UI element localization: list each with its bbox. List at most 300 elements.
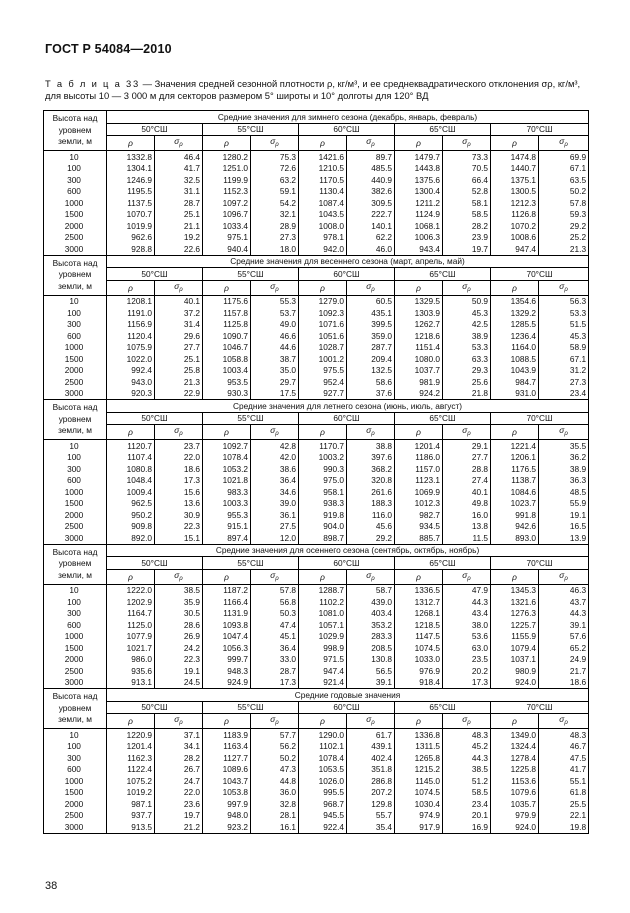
value-cell: 24.7 bbox=[155, 775, 203, 787]
sigma-rho-symbol bbox=[539, 714, 589, 729]
value-cell: 1079.6 bbox=[491, 787, 539, 799]
value-cell: 1246.9 bbox=[107, 174, 155, 186]
sigma-rho-symbol bbox=[539, 569, 589, 584]
latitude-header: 70°СШ bbox=[491, 412, 589, 425]
value-cell: 45.6 bbox=[347, 521, 395, 533]
latitude-header: 70°СШ bbox=[491, 701, 589, 714]
value-cell: 21.3 bbox=[155, 376, 203, 388]
value-cell: 20.2 bbox=[443, 665, 491, 677]
value-cell: 188.3 bbox=[347, 498, 395, 510]
sigma-symbol: σ bbox=[270, 714, 276, 724]
table-row bbox=[44, 654, 589, 666]
value-cell: 38.7 bbox=[251, 353, 299, 365]
table-row bbox=[44, 631, 589, 643]
sigma-symbol: σ bbox=[462, 714, 468, 724]
value-cell: 15.6 bbox=[155, 486, 203, 498]
value-cell: 1035.7 bbox=[491, 798, 539, 810]
sigma-rho-symbol bbox=[251, 714, 299, 729]
value-cell: 1170.5 bbox=[299, 174, 347, 186]
table-row bbox=[44, 174, 589, 186]
value-cell: 948.3 bbox=[203, 665, 251, 677]
value-cell: 58.5 bbox=[443, 209, 491, 221]
value-cell: 950.2 bbox=[107, 509, 155, 521]
table-row bbox=[44, 596, 589, 608]
sigma-symbol: σ bbox=[174, 280, 180, 291]
value-cell: 1102.2 bbox=[299, 596, 347, 608]
table-row bbox=[44, 243, 589, 255]
table-caption-text: — Значения средней сезонной плотности ρ, кг/м³, и ее среднеквадратического отклонения σρ, кг/м³, для высоты 10 — 3 000 м для секторов размером 5° широты и 10° долготы для 120° ВД bbox=[45, 78, 581, 101]
table-row bbox=[44, 353, 589, 365]
value-cell: 1191.0 bbox=[107, 307, 155, 319]
value-cell: 44.3 bbox=[443, 596, 491, 608]
rho-symbol: ρ bbox=[491, 714, 539, 729]
rho-symbol: ρ bbox=[299, 714, 347, 729]
value-cell: 25.5 bbox=[539, 798, 589, 810]
table-row bbox=[44, 729, 589, 741]
sigma-symbol: σ bbox=[270, 136, 276, 146]
symbol-header-row bbox=[44, 280, 589, 295]
value-cell: 1003.3 bbox=[203, 498, 251, 510]
value-cell: 36.4 bbox=[251, 642, 299, 654]
height-cell: 1000 bbox=[44, 486, 107, 498]
sigma-rho-symbol bbox=[443, 425, 491, 440]
value-cell: 18.6 bbox=[155, 463, 203, 475]
latitude-header: 55°СШ bbox=[203, 268, 299, 281]
value-cell: 36.4 bbox=[251, 475, 299, 487]
value-cell: 19.7 bbox=[155, 810, 203, 822]
height-column-header: Высота над уровнем земли, м bbox=[44, 689, 107, 729]
value-cell: 1008.6 bbox=[491, 232, 539, 244]
height-cell: 100 bbox=[44, 741, 107, 753]
value-cell: 1218.5 bbox=[395, 619, 443, 631]
value-cell: 1003.4 bbox=[203, 365, 251, 377]
value-cell: 1087.4 bbox=[299, 197, 347, 209]
latitude-header: 60°СШ bbox=[299, 701, 395, 714]
value-cell: 55.1 bbox=[539, 775, 589, 787]
value-cell: 968.7 bbox=[299, 798, 347, 810]
value-cell: 40.1 bbox=[155, 295, 203, 307]
height-column-header: Высота над уровнем земли, м bbox=[44, 400, 107, 440]
value-cell: 958.1 bbox=[299, 486, 347, 498]
sigma-rho-symbol bbox=[155, 425, 203, 440]
value-cell: 915.1 bbox=[203, 521, 251, 533]
table-row bbox=[44, 532, 589, 544]
value-cell: 32.5 bbox=[155, 174, 203, 186]
density-table bbox=[43, 110, 589, 834]
value-cell: 140.1 bbox=[347, 220, 395, 232]
value-cell: 17.3 bbox=[251, 677, 299, 689]
value-cell: 1009.4 bbox=[107, 486, 155, 498]
table-row bbox=[44, 509, 589, 521]
height-cell: 2000 bbox=[44, 798, 107, 810]
value-cell: 1097.2 bbox=[203, 197, 251, 209]
value-cell: 59.1 bbox=[251, 186, 299, 198]
value-cell: 35.5 bbox=[539, 440, 589, 452]
value-cell: 945.5 bbox=[299, 810, 347, 822]
value-cell: 930.3 bbox=[203, 388, 251, 400]
value-cell: 1332.8 bbox=[107, 151, 155, 163]
value-cell: 1053.5 bbox=[299, 764, 347, 776]
value-cell: 1026.0 bbox=[299, 775, 347, 787]
table-row bbox=[44, 452, 589, 464]
sigma-subscript: ρ bbox=[467, 575, 471, 582]
value-cell: 309.5 bbox=[347, 197, 395, 209]
value-cell: 1474.8 bbox=[491, 151, 539, 163]
value-cell: 29.2 bbox=[539, 220, 589, 232]
value-cell: 34.1 bbox=[155, 741, 203, 753]
value-cell: 36.0 bbox=[251, 787, 299, 799]
value-cell: 1033.4 bbox=[203, 220, 251, 232]
sigma-symbol: σ bbox=[462, 569, 468, 580]
latitude-header: 60°СШ bbox=[299, 268, 395, 281]
value-cell: 1300.5 bbox=[491, 186, 539, 198]
value-cell: 943.0 bbox=[107, 376, 155, 388]
value-cell: 63.5 bbox=[539, 174, 589, 186]
value-cell: 55.9 bbox=[539, 498, 589, 510]
value-cell: 947.4 bbox=[299, 665, 347, 677]
value-cell: 55.7 bbox=[347, 810, 395, 822]
value-cell: 38.0 bbox=[443, 619, 491, 631]
value-cell: 22.3 bbox=[155, 654, 203, 666]
value-cell: 57.6 bbox=[539, 631, 589, 643]
value-cell: 1074.5 bbox=[395, 787, 443, 799]
value-cell: 892.0 bbox=[107, 532, 155, 544]
value-cell: 56.5 bbox=[347, 665, 395, 677]
value-cell: 46.4 bbox=[155, 151, 203, 163]
sigma-subscript: ρ bbox=[275, 431, 279, 437]
value-cell: 1075.9 bbox=[107, 342, 155, 354]
symbol-header-row bbox=[44, 569, 589, 584]
value-cell: 261.6 bbox=[347, 486, 395, 498]
value-cell: 995.5 bbox=[299, 787, 347, 799]
value-cell: 47.9 bbox=[443, 584, 491, 596]
value-cell: 942.0 bbox=[299, 243, 347, 255]
value-cell: 28.6 bbox=[155, 619, 203, 631]
value-cell: 35.0 bbox=[251, 365, 299, 377]
section-title: Средние значения для весеннего сезона (март, апрель, май) bbox=[107, 255, 589, 268]
table-row bbox=[44, 220, 589, 232]
value-cell: 54.2 bbox=[251, 197, 299, 209]
rho-symbol: ρ bbox=[299, 425, 347, 440]
value-cell: 17.3 bbox=[443, 677, 491, 689]
value-cell: 1033.0 bbox=[395, 654, 443, 666]
value-cell: 57.7 bbox=[251, 729, 299, 741]
latitude-header: 50°СШ bbox=[107, 412, 203, 425]
value-cell: 59.3 bbox=[539, 209, 589, 221]
value-cell: 1279.0 bbox=[299, 295, 347, 307]
sigma-subscript: ρ bbox=[179, 286, 183, 293]
value-cell: 66.4 bbox=[443, 174, 491, 186]
value-cell: 440.9 bbox=[347, 174, 395, 186]
value-cell: 44.3 bbox=[539, 608, 589, 620]
value-cell: 1176.5 bbox=[491, 463, 539, 475]
value-cell: 50.3 bbox=[251, 608, 299, 620]
value-cell: 1023.7 bbox=[491, 498, 539, 510]
value-cell: 1078.4 bbox=[203, 452, 251, 464]
value-cell: 1021.7 bbox=[107, 642, 155, 654]
value-cell: 38.8 bbox=[347, 440, 395, 452]
value-cell: 73.3 bbox=[443, 151, 491, 163]
value-cell: 21.2 bbox=[155, 821, 203, 833]
value-cell: 1053.8 bbox=[203, 787, 251, 799]
value-cell: 12.0 bbox=[251, 532, 299, 544]
sigma-rho-symbol bbox=[443, 136, 491, 151]
value-cell: 1220.9 bbox=[107, 729, 155, 741]
value-cell: 53.7 bbox=[251, 307, 299, 319]
latitude-header: 50°СШ bbox=[107, 701, 203, 714]
value-cell: 38.6 bbox=[251, 463, 299, 475]
value-cell: 898.7 bbox=[299, 532, 347, 544]
value-cell: 58.6 bbox=[347, 376, 395, 388]
value-cell: 31.1 bbox=[155, 186, 203, 198]
value-cell: 28.2 bbox=[155, 752, 203, 764]
value-cell: 58.5 bbox=[443, 787, 491, 799]
value-cell: 1043.5 bbox=[299, 209, 347, 221]
value-cell: 207.2 bbox=[347, 787, 395, 799]
value-cell: 44.6 bbox=[251, 342, 299, 354]
value-cell: 1047.4 bbox=[203, 631, 251, 643]
value-cell: 1262.7 bbox=[395, 319, 443, 331]
value-cell: 45.1 bbox=[251, 631, 299, 643]
value-cell: 1336.5 bbox=[395, 584, 443, 596]
section-title: Средние значения для летнего сезона (июнь, июль, август) bbox=[107, 400, 589, 413]
sigma-rho-symbol bbox=[155, 136, 203, 151]
height-cell: 10 bbox=[44, 584, 107, 596]
value-cell: 53.3 bbox=[443, 342, 491, 354]
section-title: Средние значения для зимнего сезона (декабрь, январь, февраль) bbox=[107, 111, 589, 124]
value-cell: 41.7 bbox=[155, 163, 203, 175]
table-row bbox=[44, 365, 589, 377]
value-cell: 917.9 bbox=[395, 821, 443, 833]
value-cell: 1278.4 bbox=[491, 752, 539, 764]
value-cell: 57.8 bbox=[539, 197, 589, 209]
sigma-symbol: σ bbox=[462, 280, 468, 291]
rho-symbol: ρ bbox=[203, 714, 251, 729]
rho-symbol: ρ bbox=[395, 425, 443, 440]
value-cell: 1070.2 bbox=[491, 220, 539, 232]
value-cell: 948.0 bbox=[203, 810, 251, 822]
value-cell: 22.0 bbox=[155, 452, 203, 464]
value-cell: 1127.7 bbox=[203, 752, 251, 764]
value-cell: 22.6 bbox=[155, 243, 203, 255]
latitude-header: 50°СШ bbox=[107, 268, 203, 281]
value-cell: 1001.2 bbox=[299, 353, 347, 365]
value-cell: 27.3 bbox=[251, 232, 299, 244]
value-cell: 26.9 bbox=[155, 631, 203, 643]
value-cell: 1022.0 bbox=[107, 353, 155, 365]
latitude-header: 50°СШ bbox=[107, 557, 203, 570]
value-cell: 35.9 bbox=[155, 596, 203, 608]
value-cell: 61.7 bbox=[347, 729, 395, 741]
value-cell: 359.0 bbox=[347, 330, 395, 342]
value-cell: 1208.1 bbox=[107, 295, 155, 307]
value-cell: 1202.9 bbox=[107, 596, 155, 608]
value-cell: 33.0 bbox=[251, 654, 299, 666]
latitude-header: 60°СШ bbox=[299, 123, 395, 136]
value-cell: 41.7 bbox=[539, 764, 589, 776]
value-cell: 1163.4 bbox=[203, 741, 251, 753]
value-cell: 1069.9 bbox=[395, 486, 443, 498]
height-cell: 10 bbox=[44, 295, 107, 307]
table-row bbox=[44, 787, 589, 799]
value-cell: 962.5 bbox=[107, 498, 155, 510]
value-cell: 1051.6 bbox=[299, 330, 347, 342]
value-cell: 129.8 bbox=[347, 798, 395, 810]
sigma-symbol: σ bbox=[366, 280, 372, 291]
value-cell: 35.4 bbox=[347, 821, 395, 833]
height-cell: 3000 bbox=[44, 532, 107, 544]
symbol-header-row bbox=[44, 425, 589, 440]
section-title: Средние годовые значения bbox=[107, 689, 589, 702]
value-cell: 1081.0 bbox=[299, 608, 347, 620]
sigma-rho-symbol bbox=[251, 569, 299, 584]
value-cell: 923.2 bbox=[203, 821, 251, 833]
value-cell: 955.3 bbox=[203, 509, 251, 521]
table-row bbox=[44, 498, 589, 510]
value-cell: 30.9 bbox=[155, 509, 203, 521]
value-cell: 49.0 bbox=[251, 319, 299, 331]
height-column-header: Высота над уровнем земли, м bbox=[44, 544, 107, 584]
value-cell: 913.1 bbox=[107, 677, 155, 689]
value-cell: 1006.3 bbox=[395, 232, 443, 244]
rho-symbol: ρ bbox=[395, 714, 443, 729]
value-cell: 34.6 bbox=[251, 486, 299, 498]
value-cell: 23.9 bbox=[443, 232, 491, 244]
value-cell: 1206.1 bbox=[491, 452, 539, 464]
value-cell: 49.8 bbox=[443, 498, 491, 510]
value-cell: 974.9 bbox=[395, 810, 443, 822]
value-cell: 38.9 bbox=[539, 463, 589, 475]
value-cell: 25.6 bbox=[443, 376, 491, 388]
value-cell: 25.1 bbox=[155, 353, 203, 365]
value-cell: 1285.5 bbox=[491, 319, 539, 331]
value-cell: 1088.5 bbox=[491, 353, 539, 365]
height-cell: 1500 bbox=[44, 642, 107, 654]
value-cell: 45.3 bbox=[443, 307, 491, 319]
value-cell: 979.9 bbox=[491, 810, 539, 822]
latitude-header: 65°СШ bbox=[395, 123, 491, 136]
value-cell: 1043.7 bbox=[203, 775, 251, 787]
height-cell: 1500 bbox=[44, 353, 107, 365]
sigma-rho-symbol bbox=[251, 136, 299, 151]
value-cell: 209.4 bbox=[347, 353, 395, 365]
value-cell: 1080.8 bbox=[107, 463, 155, 475]
value-cell: 21.1 bbox=[155, 220, 203, 232]
rho-symbol: ρ bbox=[203, 136, 251, 151]
table-row bbox=[44, 388, 589, 400]
sigma-subscript: ρ bbox=[467, 720, 471, 726]
value-cell: 53.3 bbox=[539, 307, 589, 319]
rho-symbol: ρ bbox=[107, 136, 155, 151]
height-cell: 1000 bbox=[44, 775, 107, 787]
table-row bbox=[44, 775, 589, 787]
value-cell: 403.4 bbox=[347, 608, 395, 620]
height-cell: 600 bbox=[44, 330, 107, 342]
value-cell: 22.1 bbox=[539, 810, 589, 822]
sigma-symbol: σ bbox=[559, 280, 565, 291]
value-cell: 36.2 bbox=[539, 452, 589, 464]
latitude-header: 65°СШ bbox=[395, 268, 491, 281]
value-cell: 1421.6 bbox=[299, 151, 347, 163]
value-cell: 29.7 bbox=[251, 376, 299, 388]
sigma-rho-symbol bbox=[251, 280, 299, 295]
value-cell: 1057.1 bbox=[299, 619, 347, 631]
value-cell: 22.9 bbox=[155, 388, 203, 400]
value-cell: 23.6 bbox=[155, 798, 203, 810]
sigma-subscript: ρ bbox=[467, 142, 471, 148]
value-cell: 1152.3 bbox=[203, 186, 251, 198]
sigma-subscript: ρ bbox=[564, 142, 568, 148]
sigma-subscript: ρ bbox=[275, 142, 279, 148]
value-cell: 1251.0 bbox=[203, 163, 251, 175]
value-cell: 980.9 bbox=[491, 665, 539, 677]
value-cell: 1092.7 bbox=[203, 440, 251, 452]
value-cell: 1075.2 bbox=[107, 775, 155, 787]
value-cell: 56.3 bbox=[539, 295, 589, 307]
sigma-symbol: σ bbox=[174, 136, 180, 146]
table-row bbox=[44, 821, 589, 833]
value-cell: 27.3 bbox=[539, 376, 589, 388]
latitude-header: 50°СШ bbox=[107, 123, 203, 136]
table-row bbox=[44, 752, 589, 764]
value-cell: 1123.1 bbox=[395, 475, 443, 487]
value-cell: 1236.4 bbox=[491, 330, 539, 342]
value-cell: 31.4 bbox=[155, 319, 203, 331]
value-cell: 13.6 bbox=[155, 498, 203, 510]
value-cell: 962.6 bbox=[107, 232, 155, 244]
value-cell: 24.9 bbox=[539, 654, 589, 666]
sigma-subscript: ρ bbox=[275, 286, 279, 293]
height-cell: 100 bbox=[44, 163, 107, 175]
value-cell: 25.1 bbox=[155, 209, 203, 221]
value-cell: 132.5 bbox=[347, 365, 395, 377]
value-cell: 58.1 bbox=[443, 197, 491, 209]
value-cell: 46.7 bbox=[539, 741, 589, 753]
value-cell: 1186.0 bbox=[395, 452, 443, 464]
value-cell: 58.9 bbox=[539, 342, 589, 354]
value-cell: 19.2 bbox=[155, 232, 203, 244]
value-cell: 1164.7 bbox=[107, 608, 155, 620]
value-cell: 39.0 bbox=[251, 498, 299, 510]
value-cell: 934.5 bbox=[395, 521, 443, 533]
value-cell: 1102.1 bbox=[299, 741, 347, 753]
value-cell: 1089.6 bbox=[203, 764, 251, 776]
rho-symbol: ρ bbox=[299, 136, 347, 151]
value-cell: 39.1 bbox=[539, 619, 589, 631]
value-cell: 1048.4 bbox=[107, 475, 155, 487]
table-row bbox=[44, 608, 589, 620]
sigma-symbol: σ bbox=[366, 136, 372, 146]
value-cell: 32.8 bbox=[251, 798, 299, 810]
value-cell: 1183.9 bbox=[203, 729, 251, 741]
sigma-rho-symbol bbox=[443, 280, 491, 295]
value-cell: 1120.4 bbox=[107, 330, 155, 342]
sigma-subscript: ρ bbox=[275, 575, 279, 582]
value-cell: 1195.5 bbox=[107, 186, 155, 198]
height-cell: 2500 bbox=[44, 810, 107, 822]
sigma-symbol: σ bbox=[174, 569, 180, 580]
rho-symbol: ρ bbox=[107, 425, 155, 440]
value-cell: 47.4 bbox=[251, 619, 299, 631]
value-cell: 27.4 bbox=[443, 475, 491, 487]
value-cell: 975.0 bbox=[299, 475, 347, 487]
value-cell: 1222.0 bbox=[107, 584, 155, 596]
value-cell: 1164.0 bbox=[491, 342, 539, 354]
value-cell: 981.9 bbox=[395, 376, 443, 388]
sigma-subscript: ρ bbox=[564, 431, 568, 437]
value-cell: 1349.0 bbox=[491, 729, 539, 741]
value-cell: 11.5 bbox=[443, 532, 491, 544]
